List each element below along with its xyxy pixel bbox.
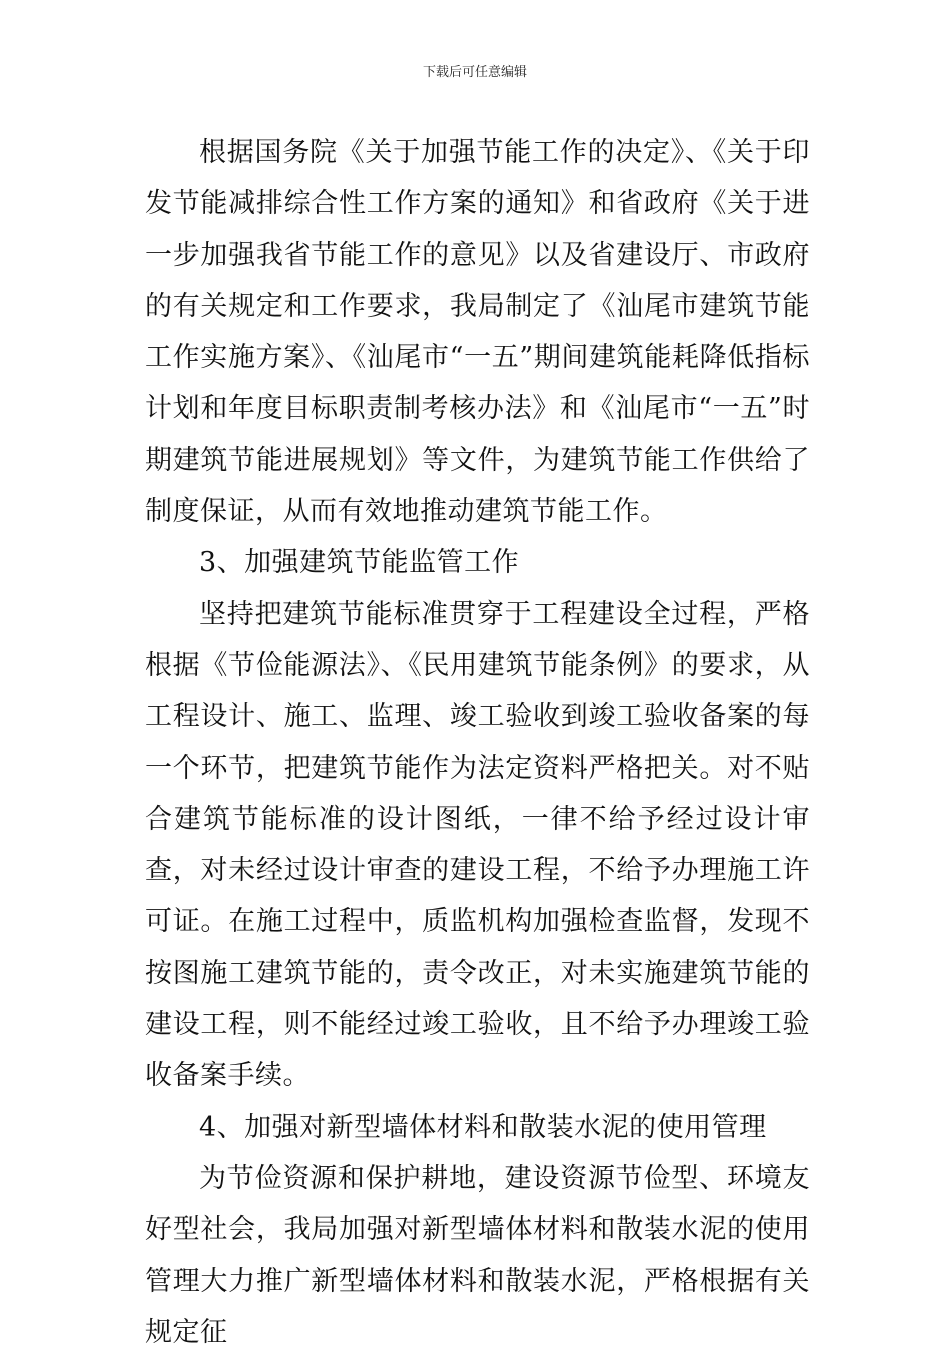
paragraph-supervision: 坚持把建筑节能标准贯穿于工程建设全过程，严格根据《节俭能源法》、《民用建筑节能条例》的要求，从工程设计、施工、监理、竣工验收到竣工验收备案的每一个环节，把建筑节能作为法定资料严格把关。对不贴合建筑节能标准的设计图纸，一律不给予经过设计审查，对未经过设计审查的建设工程，不给予办理施工许可证。在施工过程中，质监机构加强检查监督，发现不按图施工建筑节能的，责令改正，对未实施建筑节能的建设工程，则不能经过竣工验收，且不给予办理竣工验收备案手续。 bbox=[145, 598, 810, 1092]
paragraph-wall-materials: 为节俭资源和保护耕地，建设资源节俭型、环境友好型社会，我局加强对新型墙体材料和散装水泥的使用管理大力推广新型墙体材料和散装水泥，严格根据有关规定征 bbox=[145, 1162, 810, 1348]
document-body bbox=[145, 127, 810, 1358]
section-heading-3: 3、加强建筑节能监管工作 bbox=[199, 547, 520, 579]
section-heading-4: 4、加强对新型墙体材料和散装水泥的使用管理 bbox=[199, 1111, 767, 1143]
page-header: 下载后可任意编辑 bbox=[422, 65, 527, 80]
paragraph-policy-documents: 根据国务院《关于加强节能工作的决定》、《关于印发节能减排综合性工作方案的通知》和省政府《关于进一步加强我省节能工作的意见》以及省建设厅、市政府的有关规定和工作要求，我局制定了《汕尾市建筑节能工作实施方案》、《汕尾市“一五”期间建筑能耗降低指标计划和年度目标职责制考核办法》和《汕尾市“一五”时期建筑节能进展规划》等文件，为建筑节能工作供给了制度保证，从而有效地推动建筑节能工作。 bbox=[145, 137, 810, 528]
